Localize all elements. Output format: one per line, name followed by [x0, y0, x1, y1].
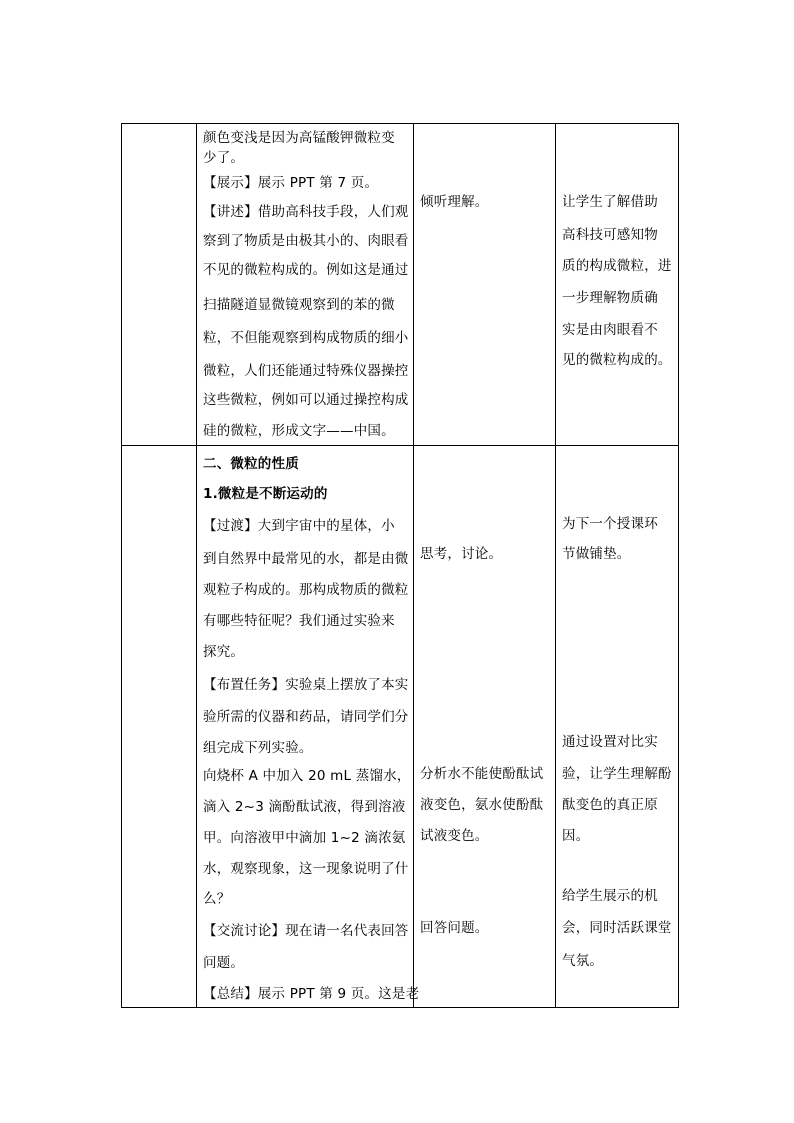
design-purpose-cell	[556, 124, 679, 446]
stage-cell	[122, 446, 197, 1008]
text-line: 察到了物质是由极其小的、肉眼看	[203, 233, 409, 249]
text-line: 甲。向溶液甲中滴加 1~2 滴浓氨	[203, 830, 406, 846]
text-line: 颜色变浅是因为高锰酸钾微粒变	[203, 130, 395, 146]
text-line: 扫描隧道显微镜观察到的苯的微	[203, 297, 395, 313]
text-line: 微粒，人们还能通过特殊仪器操控	[203, 363, 409, 379]
text-line: 液变色，氨水使酚酞	[420, 797, 544, 813]
text-line: 高科技可感知物	[562, 227, 658, 243]
text-line: 为下一个授课环	[562, 516, 658, 532]
text-line: 组完成下列实验。	[203, 740, 313, 756]
text-line: 有哪些特征呢？我们通过实验来	[203, 613, 395, 629]
text-line: 不见的微粒构成的。例如这是通过	[203, 262, 409, 278]
student-activity-cell	[414, 124, 556, 446]
section-heading: 二、微粒的性质	[203, 456, 299, 472]
text-line: 少了。	[203, 150, 245, 166]
text-line: 验，让学生理解酚	[562, 766, 672, 782]
text-line: 粒，不但能观察到构成物质的细小	[203, 330, 409, 346]
text-line: 【讲述】借助高科技手段，人们观	[203, 204, 409, 220]
text-line: 因。	[562, 828, 590, 844]
text-line: 气氛。	[562, 953, 604, 969]
text-line: 向烧杯 A 中加入 20 mL 蒸馏水，	[203, 768, 411, 784]
text-line: 【展示】展示 PPT 第 7 页。	[203, 175, 379, 191]
text-line: 硅的微粒，形成文字——中国。	[203, 423, 395, 439]
text-line: 验所需的仪器和药品，请同学们分	[203, 709, 409, 725]
teacher-activity-cell	[197, 124, 414, 446]
text-line: 到自然界中最常见的水，都是由微	[203, 551, 409, 567]
text-line: 见的微粒构成的。	[562, 352, 672, 368]
text-line: 给学生展示的机	[562, 888, 658, 904]
stage-cell	[122, 124, 197, 446]
text-line: 倾听理解。	[420, 194, 489, 210]
text-line: 【总结】展示 PPT 第 9 页。这是老	[203, 986, 420, 1002]
table-row	[122, 446, 679, 1008]
text-line: 思考，讨论。	[420, 546, 503, 562]
subsection-heading: 1.微粒是不断运动的	[203, 486, 328, 502]
text-line: 酞变色的真正原	[562, 797, 658, 813]
teacher-activity-cell	[197, 446, 420, 1008]
text-line: 滴入 2~3 滴酚酞试液，得到溶液	[203, 799, 406, 815]
text-line: 观粒子构成的。那构成物质的微粒	[203, 582, 409, 598]
text-line: 会，同时活跃课堂	[562, 920, 672, 936]
text-line: 通过设置对比实	[562, 734, 658, 750]
text-line: 让学生了解借助	[562, 194, 658, 210]
text-line: 质的构成微粒，进	[562, 258, 672, 274]
text-line: 【过渡】大到宇宙中的星体，小	[203, 518, 395, 534]
text-line: 回答问题。	[420, 920, 489, 936]
text-line: 【布置任务】实验桌上摆放了本实	[203, 677, 409, 693]
text-line: 么？	[203, 891, 231, 907]
lesson-plan-table	[121, 123, 679, 1008]
text-line: 问题。	[203, 955, 245, 971]
text-line: 【交流讨论】现在请一名代表回答	[203, 923, 409, 939]
design-purpose-cell	[556, 446, 679, 1008]
table-row	[122, 124, 679, 446]
text-line: 节做铺垫。	[562, 546, 631, 562]
student-activity-cell	[414, 446, 556, 1008]
text-line: 这些微粒，例如可以通过操控构成	[203, 392, 409, 408]
text-line: 一步理解物质确	[562, 290, 658, 306]
text-line: 试液变色。	[420, 828, 489, 844]
text-line: 实是由肉眼看不	[562, 322, 658, 338]
text-line: 探究。	[203, 644, 245, 660]
text-line: 水，观察现象，这一现象说明了什	[203, 861, 409, 877]
text-line: 分析水不能使酚酞试	[420, 766, 544, 782]
